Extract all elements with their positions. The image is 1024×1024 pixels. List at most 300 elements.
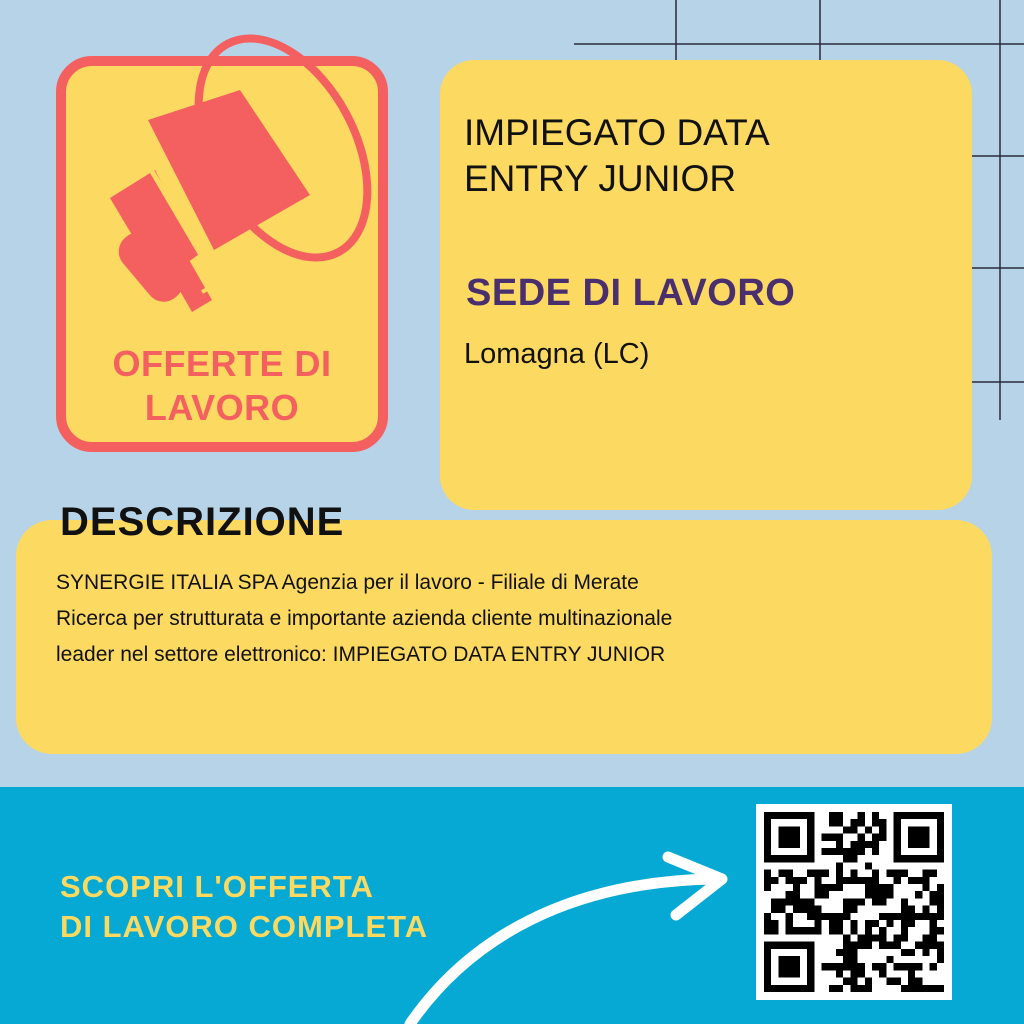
qr-module: [922, 934, 929, 941]
qr-module: [886, 870, 893, 877]
qr-module: [850, 963, 857, 970]
qr-module: [872, 834, 879, 841]
qr-module: [836, 985, 843, 992]
qr-module: [800, 985, 807, 992]
qr-module: [829, 913, 836, 920]
qr-module: [879, 970, 886, 977]
qr-module: [879, 826, 886, 833]
qr-module: [786, 963, 793, 970]
qr-module: [829, 812, 836, 819]
qr-module: [886, 920, 893, 927]
qr-module: [922, 906, 929, 913]
qr-module: [915, 913, 922, 920]
qr-module: [836, 884, 843, 891]
qr-module: [930, 898, 937, 905]
qr-module: [814, 870, 821, 877]
qr-module: [937, 834, 944, 841]
qr-module: [937, 891, 944, 898]
qr-code[interactable]: [756, 804, 952, 1000]
qr-module: [850, 956, 857, 963]
qr-module: [771, 812, 778, 819]
qr-module: [865, 841, 872, 848]
qr-module: [937, 819, 944, 826]
description-line: SYNERGIE ITALIA SPA Agenzia per il lavoro - Filiale di Merate: [56, 571, 639, 594]
qr-module: [908, 978, 915, 985]
qr-module: [908, 985, 915, 992]
qr-module: [814, 884, 821, 891]
qr-module: [786, 970, 793, 977]
qr-module: [865, 884, 872, 891]
qr-module: [850, 970, 857, 977]
qr-module: [786, 985, 793, 992]
qr-module: [764, 963, 771, 970]
qr-module: [793, 963, 800, 970]
qr-module: [822, 884, 829, 891]
qr-module: [807, 963, 814, 970]
qr-module: [771, 927, 778, 934]
description-line: Ricerca per strutturata e importante azienda cliente multinazionale: [56, 607, 673, 630]
qr-module: [800, 927, 807, 934]
qr-code-icon: [764, 812, 944, 992]
qr-module: [872, 898, 879, 905]
qr-module: [922, 812, 929, 819]
qr-module: [901, 906, 908, 913]
qr-module: [800, 877, 807, 884]
qr-module: [894, 963, 901, 970]
job-title: IMPIEGATO DATA ENTRY JUNIOR: [464, 112, 770, 199]
qr-module: [850, 870, 857, 877]
qr-module: [771, 920, 778, 927]
qr-module: [793, 985, 800, 992]
qr-module: [800, 898, 807, 905]
qr-module: [922, 870, 929, 877]
location-heading: SEDE DI LAVORO: [466, 272, 796, 314]
qr-module: [865, 877, 872, 884]
qr-module: [800, 906, 807, 913]
qr-module: [764, 841, 771, 848]
qr-module: [894, 834, 901, 841]
qr-module: [764, 927, 771, 934]
qr-module: [764, 819, 771, 826]
qr-module: [858, 841, 865, 848]
qr-module: [922, 985, 929, 992]
qr-module: [872, 848, 879, 855]
qr-module: [937, 812, 944, 819]
qr-module: [922, 913, 929, 920]
qr-module: [915, 963, 922, 970]
qr-module: [879, 819, 886, 826]
qr-module: [865, 934, 872, 941]
qr-module: [793, 826, 800, 833]
qr-module: [786, 898, 793, 905]
qr-module: [930, 985, 937, 992]
qr-module: [764, 920, 771, 927]
qr-module: [843, 913, 850, 920]
qr-module: [858, 834, 865, 841]
qr-module: [786, 927, 793, 934]
qr-module: [807, 906, 814, 913]
qr-module: [922, 834, 929, 841]
qr-module: [829, 927, 836, 934]
description-line: leader nel settore elettronico: IMPIEGATO DATA ENTRY JUNIOR: [56, 643, 666, 666]
qr-module: [865, 978, 872, 985]
qr-module: [807, 970, 814, 977]
qr-module: [786, 855, 793, 862]
qr-module: [778, 870, 785, 877]
qr-module: [764, 834, 771, 841]
qr-module: [778, 826, 785, 833]
qr-module: [879, 913, 886, 920]
qr-module: [894, 877, 901, 884]
qr-module: [786, 956, 793, 963]
qr-module: [922, 942, 929, 949]
qr-module: [843, 898, 850, 905]
qr-module: [771, 855, 778, 862]
qr-module: [814, 920, 821, 927]
qr-module: [879, 891, 886, 898]
qr-module: [915, 978, 922, 985]
qr-module: [778, 963, 785, 970]
qr-module: [901, 963, 908, 970]
qr-module: [771, 985, 778, 992]
qr-module: [836, 970, 843, 977]
qr-module: [850, 985, 857, 992]
qr-module: [901, 855, 908, 862]
qr-module: [829, 834, 836, 841]
qr-module: [886, 942, 893, 949]
qr-module: [858, 963, 865, 970]
qr-module: [786, 942, 793, 949]
qr-module: [793, 956, 800, 963]
qr-module: [930, 927, 937, 934]
qr-module: [922, 884, 929, 891]
qr-module: [843, 942, 850, 949]
qr-module: [879, 963, 886, 970]
qr-module: [836, 877, 843, 884]
qr-module: [915, 942, 922, 949]
qr-module: [930, 934, 937, 941]
qr-module: [930, 855, 937, 862]
qr-module: [793, 898, 800, 905]
qr-module: [807, 913, 814, 920]
qr-module: [836, 862, 843, 869]
qr-module: [872, 934, 879, 941]
qr-module: [930, 963, 937, 970]
qr-module: [764, 956, 771, 963]
qr-module: [807, 834, 814, 841]
qr-module: [814, 906, 821, 913]
qr-module: [901, 927, 908, 934]
qr-module: [879, 898, 886, 905]
qr-module: [764, 870, 771, 877]
qr-module: [778, 970, 785, 977]
qr-module: [764, 913, 771, 920]
qr-module: [901, 898, 908, 905]
qr-module: [793, 906, 800, 913]
qr-module: [793, 884, 800, 891]
qr-module: [915, 877, 922, 884]
qr-module: [764, 942, 771, 949]
qr-module: [901, 985, 908, 992]
qr-module: [850, 819, 857, 826]
qr-module: [764, 970, 771, 977]
qr-module: [843, 949, 850, 956]
qr-module: [894, 819, 901, 826]
qr-module: [793, 970, 800, 977]
qr-module: [843, 826, 850, 833]
qr-module: [778, 906, 785, 913]
qr-module: [814, 891, 821, 898]
qr-module: [937, 848, 944, 855]
qr-module: [937, 913, 944, 920]
qr-module: [908, 834, 915, 841]
qr-module: [778, 841, 785, 848]
qr-module: [829, 819, 836, 826]
qr-module: [814, 913, 821, 920]
qr-module: [800, 812, 807, 819]
qr-module: [930, 913, 937, 920]
qr-module: [937, 826, 944, 833]
qr-module: [930, 870, 937, 877]
qr-module: [778, 898, 785, 905]
qr-module: [922, 841, 929, 848]
qr-module: [879, 834, 886, 841]
qr-module: [901, 913, 908, 920]
qr-module: [872, 891, 879, 898]
qr-module: [771, 898, 778, 905]
qr-module: [807, 812, 814, 819]
qr-module: [822, 848, 829, 855]
qr-module: [807, 898, 814, 905]
qr-module: [937, 949, 944, 956]
qr-module: [865, 920, 872, 927]
qr-module: [786, 870, 793, 877]
qr-module: [829, 963, 836, 970]
qr-module: [786, 812, 793, 819]
qr-module: [786, 877, 793, 884]
qr-module: [915, 841, 922, 848]
job-card: [440, 60, 972, 510]
qr-module: [822, 913, 829, 920]
qr-module: [894, 841, 901, 848]
qr-module: [793, 841, 800, 848]
qr-module: [836, 913, 843, 920]
qr-module: [922, 877, 929, 884]
qr-module: [786, 834, 793, 841]
qr-module: [807, 855, 814, 862]
qr-module: [865, 891, 872, 898]
qr-module: [764, 826, 771, 833]
qr-module: [879, 934, 886, 941]
qr-module: [937, 898, 944, 905]
qr-module: [886, 891, 893, 898]
qr-module: [786, 920, 793, 927]
qr-module: [908, 906, 915, 913]
qr-module: [778, 855, 785, 862]
qr-module: [894, 942, 901, 949]
qr-module: [829, 920, 836, 927]
qr-module: [778, 956, 785, 963]
qr-module: [894, 826, 901, 833]
qr-module: [879, 942, 886, 949]
qr-module: [937, 942, 944, 949]
qr-module: [872, 819, 879, 826]
qr-module: [771, 906, 778, 913]
qr-module: [937, 927, 944, 934]
qr-module: [786, 841, 793, 848]
qr-module: [872, 963, 879, 970]
qr-module: [886, 956, 893, 963]
qr-module: [858, 848, 865, 855]
qr-module: [764, 884, 771, 891]
qr-module: [764, 855, 771, 862]
qr-module: [850, 942, 857, 949]
qr-module: [850, 949, 857, 956]
qr-module: [908, 826, 915, 833]
qr-module: [908, 812, 915, 819]
cta-text: SCOPRI L'OFFERTA DI LAVORO COMPLETA: [60, 869, 429, 944]
qr-module: [886, 884, 893, 891]
qr-module: [879, 884, 886, 891]
qr-module: [800, 855, 807, 862]
qr-module: [822, 870, 829, 877]
qr-module: [858, 942, 865, 949]
qr-module: [843, 978, 850, 985]
qr-module: [850, 841, 857, 848]
qr-module: [807, 826, 814, 833]
qr-module: [901, 920, 908, 927]
qr-module: [850, 920, 857, 927]
qr-module: [865, 985, 872, 992]
qr-module: [930, 920, 937, 927]
qr-module: [822, 891, 829, 898]
qr-module: [858, 970, 865, 977]
qr-module: [872, 877, 879, 884]
description-text: [56, 565, 976, 673]
qr-module: [814, 927, 821, 934]
qr-module: [807, 978, 814, 985]
location-value: Lomagna (LC): [464, 338, 650, 370]
qr-module: [886, 978, 893, 985]
qr-module: [814, 877, 821, 884]
qr-module: [930, 812, 937, 819]
qr-module: [829, 848, 836, 855]
qr-module: [894, 870, 901, 877]
qr-module: [836, 841, 843, 848]
qr-module: [800, 942, 807, 949]
qr-module: [865, 862, 872, 869]
qr-module: [836, 949, 843, 956]
qr-module: [764, 877, 771, 884]
qr-module: [858, 934, 865, 941]
qr-module: [850, 927, 857, 934]
qr-module: [858, 812, 865, 819]
qr-module: [807, 985, 814, 992]
qr-module: [872, 812, 879, 819]
qr-module: [894, 848, 901, 855]
qr-module: [807, 942, 814, 949]
qr-module: [850, 906, 857, 913]
qr-module: [786, 826, 793, 833]
qr-module: [850, 826, 857, 833]
qr-module: [908, 963, 915, 970]
qr-module: [915, 891, 922, 898]
qr-module: [771, 877, 778, 884]
qr-module: [822, 963, 829, 970]
qr-module: [937, 855, 944, 862]
qr-module: [937, 884, 944, 891]
qr-module: [764, 985, 771, 992]
qr-module: [850, 898, 857, 905]
qr-module: [793, 877, 800, 884]
qr-module: [786, 913, 793, 920]
qr-module: [836, 963, 843, 970]
qr-module: [793, 942, 800, 949]
qr-module: [807, 927, 814, 934]
qr-module: [901, 934, 908, 941]
qr-module: [865, 927, 872, 934]
qr-module: [807, 819, 814, 826]
qr-module: [836, 920, 843, 927]
qr-module: [843, 848, 850, 855]
qr-module: [843, 877, 850, 884]
qr-module: [908, 877, 915, 884]
qr-module: [937, 956, 944, 963]
qr-module: [793, 891, 800, 898]
qr-module: [764, 848, 771, 855]
qr-module: [764, 978, 771, 985]
qr-module: [786, 891, 793, 898]
qr-module: [908, 841, 915, 848]
qr-module: [894, 934, 901, 941]
qr-module: [858, 819, 865, 826]
qr-module: [901, 949, 908, 956]
qr-module: [937, 985, 944, 992]
footer-banner: [0, 787, 1024, 1024]
qr-module: [793, 855, 800, 862]
qr-module: [915, 826, 922, 833]
qr-module: [894, 978, 901, 985]
offer-card-title: OFFERTE DI LAVORO: [112, 343, 332, 428]
qr-module: [793, 927, 800, 934]
qr-module: [850, 877, 857, 884]
qr-module: [778, 812, 785, 819]
qr-module: [908, 920, 915, 927]
qr-module: [771, 942, 778, 949]
qr-module: [915, 834, 922, 841]
qr-module: [764, 949, 771, 956]
qr-module: [922, 949, 929, 956]
qr-module: [836, 812, 843, 819]
qr-module: [886, 913, 893, 920]
qr-module: [872, 884, 879, 891]
qr-module: [908, 949, 915, 956]
qr-module: [793, 834, 800, 841]
qr-module: [778, 834, 785, 841]
qr-module: [908, 913, 915, 920]
qr-module: [894, 913, 901, 920]
description-heading: DESCRIZIONE: [60, 500, 345, 544]
qr-module: [807, 841, 814, 848]
qr-module: [894, 812, 901, 819]
qr-module: [872, 920, 879, 927]
qr-module: [836, 927, 843, 934]
qr-module: [836, 819, 843, 826]
qr-module: [793, 812, 800, 819]
qr-module: [915, 855, 922, 862]
qr-module: [879, 927, 886, 934]
qr-module: [843, 855, 850, 862]
